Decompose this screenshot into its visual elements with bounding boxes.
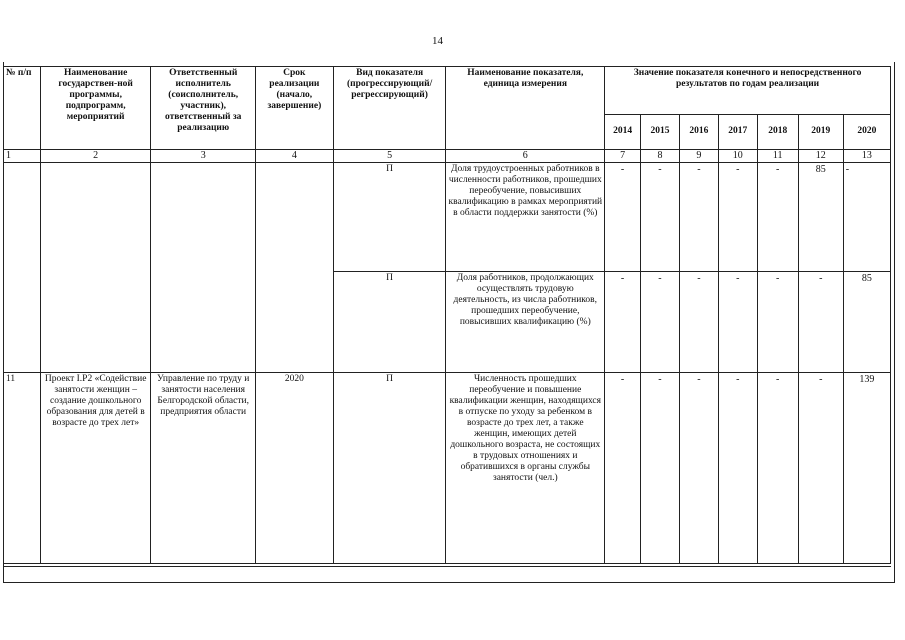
header-program: Наименование государствен-ной программы, подпрограмм, мероприятий [40,67,151,150]
value-cell: - [798,272,843,373]
table-row [4,163,891,272]
row-num [4,163,41,373]
value-cell: - [679,373,718,564]
value-cell: - [843,163,890,272]
row-responsible [151,163,255,373]
header-num: № п/п [4,67,41,150]
value-cell: - [757,272,798,373]
value-cell: - [718,272,757,373]
value-cell: - [798,373,843,564]
value-cell: - [641,272,680,373]
value-cell: - [679,163,718,272]
year-cell: 2014 [605,114,641,149]
row-type: П [333,373,446,564]
page-number: 14 [432,35,443,47]
value-cell: 85 [798,163,843,272]
row-type: П [333,163,446,272]
value-cell: 139 [843,373,890,564]
col-number: 3 [151,150,255,163]
value-cell: 85 [843,272,890,373]
row-num: 11 [4,373,41,564]
row-indicator: Доля трудоустроенных работников в численности работников, прошедших переобучение, повысивших квалификацию в рамках мероприятий в области поддержки занятости (%) [446,163,605,272]
row-indicator: Численность прошедших переобучение и повышение квалификации женщин, находящихся в отпуске по уходу за ребенком в возрасте до трех лет, а также женщин, имеющих детей дошкольного возраста, не состоящих в трудовых отношениях и обратившихся в органы службы занятости (чел.) [446,373,605,564]
col-number: 13 [843,150,890,163]
row-program [40,163,151,373]
year-cell: 2018 [757,114,798,149]
col-number: 11 [757,150,798,163]
row-responsible: Управление по труду и занятости населения Белгородской области, предприятия области [151,373,255,564]
header-type: Вид показателя (прогрессирующий/ регрессирующий) [333,67,446,150]
column-numbers-row [4,150,891,163]
col-number: 9 [679,150,718,163]
table-row [4,373,891,564]
value-cell: - [718,373,757,564]
col-number: 12 [798,150,843,163]
year-cell: 2019 [798,114,843,149]
col-number: 2 [40,150,151,163]
col-number: 1 [4,150,41,163]
col-number: 10 [718,150,757,163]
col-number: 5 [333,150,446,163]
col-number: 6 [446,150,605,163]
table-header-row [4,67,891,115]
row-type: П [333,272,446,373]
value-cell: - [605,373,641,564]
value-cell: - [679,272,718,373]
header-values: Значение показателя конечного и непосредственного результатов по годам реализации [605,67,891,115]
col-number: 4 [255,150,333,163]
value-cell: - [605,163,641,272]
value-cell: - [605,272,641,373]
header-term: Срок реализации (начало, завершение) [255,67,333,150]
row-term: 2020 [255,373,333,564]
row-indicator: Доля работников, продолжающих осуществлять трудовую деятельность, из числа работников, прошедших переобучение, повысивших квалификацию (%) [446,272,605,373]
indicators-table [3,66,891,564]
year-cell: 2015 [641,114,680,149]
value-cell: - [757,373,798,564]
value-cell: - [641,163,680,272]
col-number: 8 [641,150,680,163]
year-cell: 2020 [843,114,890,149]
value-cell: - [757,163,798,272]
col-number: 7 [605,150,641,163]
row-term [255,163,333,373]
header-responsible: Ответственный исполнитель (соисполнитель, участник), ответственный за реализацию [151,67,255,150]
year-cell: 2016 [679,114,718,149]
row-program: Проект I.P2 «Содействие занятости женщин – создание дошкольного образования для детей в возрасте до трех лет» [40,373,151,564]
year-cell: 2017 [718,114,757,149]
bottom-rule [3,566,891,567]
value-cell: - [641,373,680,564]
header-indicator: Наименование показателя, единица измерения [446,67,605,150]
value-cell: - [718,163,757,272]
